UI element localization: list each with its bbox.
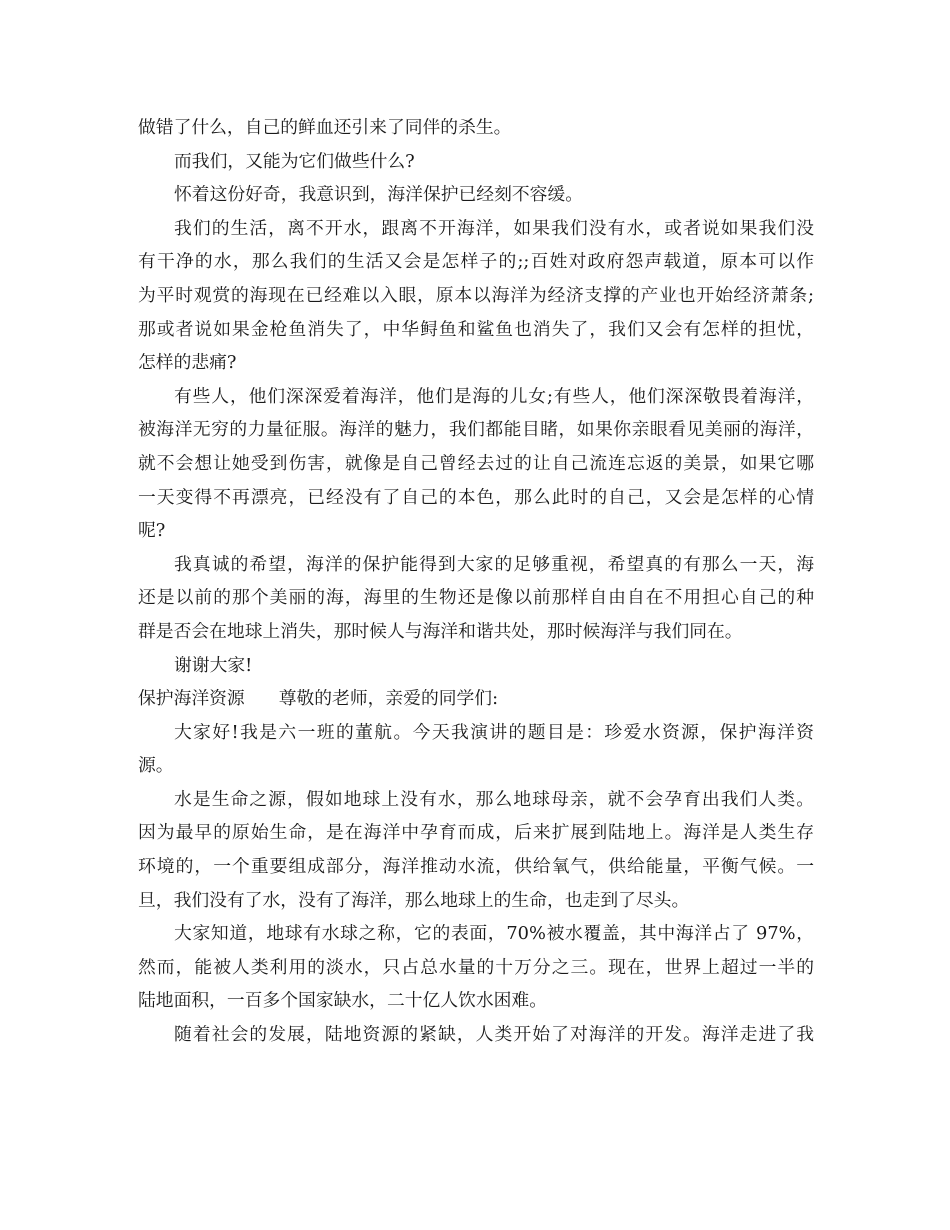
text-line: 随着社会的发展，陆地资源的紧缺，人类开始了对海洋的开发。海洋走进了我: [174, 1024, 814, 1046]
speech-ending-section: [138, 111, 814, 682]
text-line: 水是生命之源，假如地球上没有水，那么地球母亲，就不会孕育出我们人类。: [174, 788, 814, 810]
text-line: 陆地面积，一百多个国家缺水，二十亿人饮水困难。: [138, 990, 547, 1012]
section-heading: [138, 682, 814, 716]
heading-greeting: 尊敬的老师，亲爱的同学们:: [278, 688, 499, 710]
text-line: 被海洋无穷的力量征服。海洋的魅力，我们都能目睹，如果你亲眼看见美丽的海洋，: [138, 419, 814, 441]
text-line: 谢谢大家!: [174, 654, 253, 676]
text-line: 那或者说如果金枪鱼消失了，中华鲟鱼和鲨鱼也消失了，我们又会有怎样的担忧，: [138, 318, 814, 340]
text-line: 怀着这份好奇，我意识到，海洋保护已经刻不容缓。: [174, 184, 583, 206]
text-line: 呢?: [138, 520, 166, 542]
text-line: 我们的生活，离不开水，跟离不开海洋，如果我们没有水，或者说如果我们没: [174, 217, 814, 239]
text-line: 我真诚的希望，海洋的保护能得到大家的足够重视，希望真的有那么一天，海: [174, 553, 814, 575]
heading-title: 保护海洋资源: [138, 688, 245, 710]
text-line: 然而，能被人类利用的淡水，只占总水量的十万分之三。现在，世界上超过一半的: [138, 956, 814, 978]
text-line: 怎样的悲痛?: [138, 352, 237, 374]
text-line: 群是否会在地球上消失，那时候人与海洋和谐共处，那时候海洋与我们同在。: [138, 620, 743, 642]
text-line: 一天变得不再漂亮，已经没有了自己的本色，那么此时的自己，又会是怎样的心情: [138, 486, 814, 508]
text-line: 还是以前的那个美丽的海，海里的生物还是像以前那样自由自在不用担心自己的种: [138, 587, 814, 609]
text-line: 就不会想让她受到伤害，就像是自己曾经去过的让自己流连忘返的美景，如果它哪: [138, 452, 814, 474]
text-line: 做错了什么，自己的鲜血还引来了同伴的杀生。: [138, 117, 512, 138]
text-line: 大家好!我是六一班的董航。今天我演讲的题目是：珍爱水资源，保护海洋资: [174, 721, 814, 743]
text-line: 旦，我们没有了水，没有了海洋，那么地球上的生命，也走到了尽头。: [138, 889, 690, 911]
text-line: 源。: [138, 755, 174, 777]
text-line: 环境的，一个重要组成部分，海洋推动水流，供给氧气，供给能量，平衡气候。一: [138, 856, 814, 878]
text-line: 而我们，又能为它们做些什么?: [174, 150, 415, 172]
text-line: 有干净的水，那么我们的生活又会是怎样子的;;百姓对政府怨声载道，原本可以作: [138, 251, 814, 273]
text-line: 大家知道，地球有水球之称，它的表面，70%被水覆盖，其中海洋占了 97%，: [174, 923, 814, 945]
text-line: 因为最早的原始生命，是在海洋中孕育而成，后来扩展到陆地上。海洋是人类生存: [138, 822, 814, 844]
text-line: 有些人，他们深深爱着海洋，他们是海的儿女;有些人，他们深深敬畏着海洋，: [174, 385, 814, 407]
document-body: [138, 111, 814, 1052]
speech-body-section: [138, 716, 814, 1052]
text-line: 为平时观赏的海现在已经难以入眼，原本以海洋为经济支撑的产业也开始经济萧条;: [138, 284, 814, 306]
